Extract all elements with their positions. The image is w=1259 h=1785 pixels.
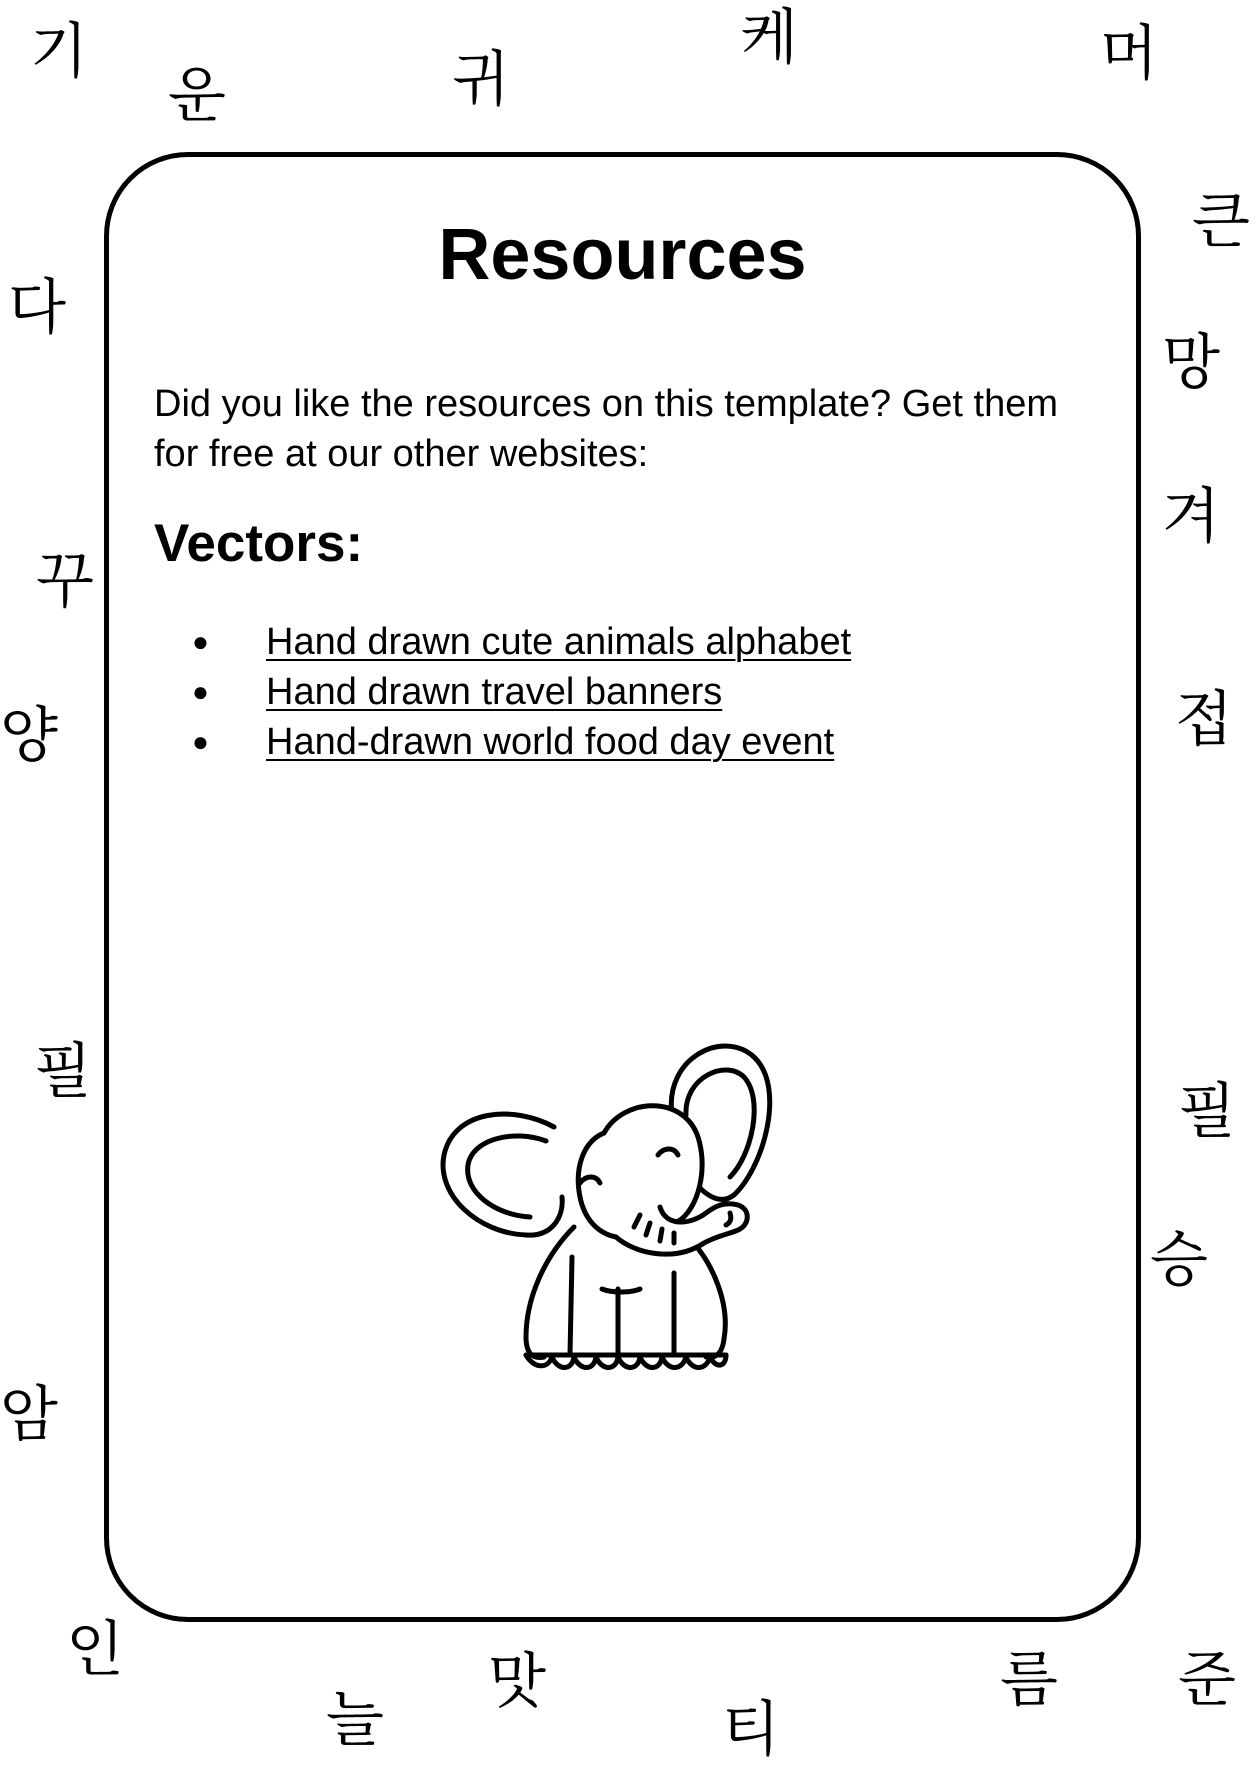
link-cute-animals-alphabet[interactable]: Hand drawn cute animals alphabet	[266, 621, 852, 663]
border-glyph-top-5: 머	[1100, 19, 1158, 89]
border-glyph-bottom-5: 름	[1000, 1645, 1058, 1715]
border-glyph-right-3: 겨	[1162, 482, 1220, 552]
border-glyph-bottom-1: 인	[66, 1615, 124, 1685]
border-glyph-right-5: 필	[1178, 1077, 1236, 1147]
list-item	[154, 667, 851, 717]
border-glyph-bottom-6: 준	[1178, 1645, 1236, 1715]
border-glyph-left-1: 다	[8, 273, 66, 343]
border-glyph-left-2: 꾸	[36, 547, 94, 617]
border-glyph-left-4: 필	[34, 1037, 92, 1107]
border-glyph-left-3: 양	[0, 701, 58, 771]
intro-text: Did you like the resources on this template? Get them for free at our other websites:	[154, 383, 1059, 475]
border-glyph-right-1: 큰	[1192, 187, 1250, 257]
bullet-icon: ●	[192, 676, 209, 707]
vectors-heading: Vectors:	[154, 514, 364, 573]
link-world-food-day[interactable]: Hand-drawn world food day event	[266, 721, 835, 763]
border-glyph-right-4: 접	[1175, 685, 1233, 755]
elephant-icon	[434, 1037, 794, 1407]
border-glyph-top-2: 운	[168, 61, 226, 131]
link-travel-banners[interactable]: Hand drawn travel banners	[266, 671, 723, 713]
border-glyph-left-5: 암	[0, 1380, 58, 1450]
border-glyph-right-6: 승	[1150, 1225, 1208, 1295]
bullet-icon: ●	[192, 626, 209, 657]
border-glyph-top-4: 케	[740, 3, 798, 73]
border-glyph-top-1: 기	[30, 17, 88, 87]
border-glyph-bottom-3: 맛	[488, 1647, 546, 1717]
bullet-icon: ●	[192, 726, 209, 757]
page-title: Resources	[438, 215, 807, 295]
border-glyph-bottom-4: 티	[722, 1695, 780, 1765]
border-glyph-right-2: 망	[1162, 328, 1220, 398]
border-glyph-bottom-2: 늘	[326, 1685, 384, 1755]
border-glyph-top-3: 귀	[452, 45, 510, 115]
list-item	[154, 617, 851, 667]
list-item	[154, 717, 851, 767]
resource-link-list	[154, 617, 851, 767]
resources-card	[104, 152, 1141, 1622]
